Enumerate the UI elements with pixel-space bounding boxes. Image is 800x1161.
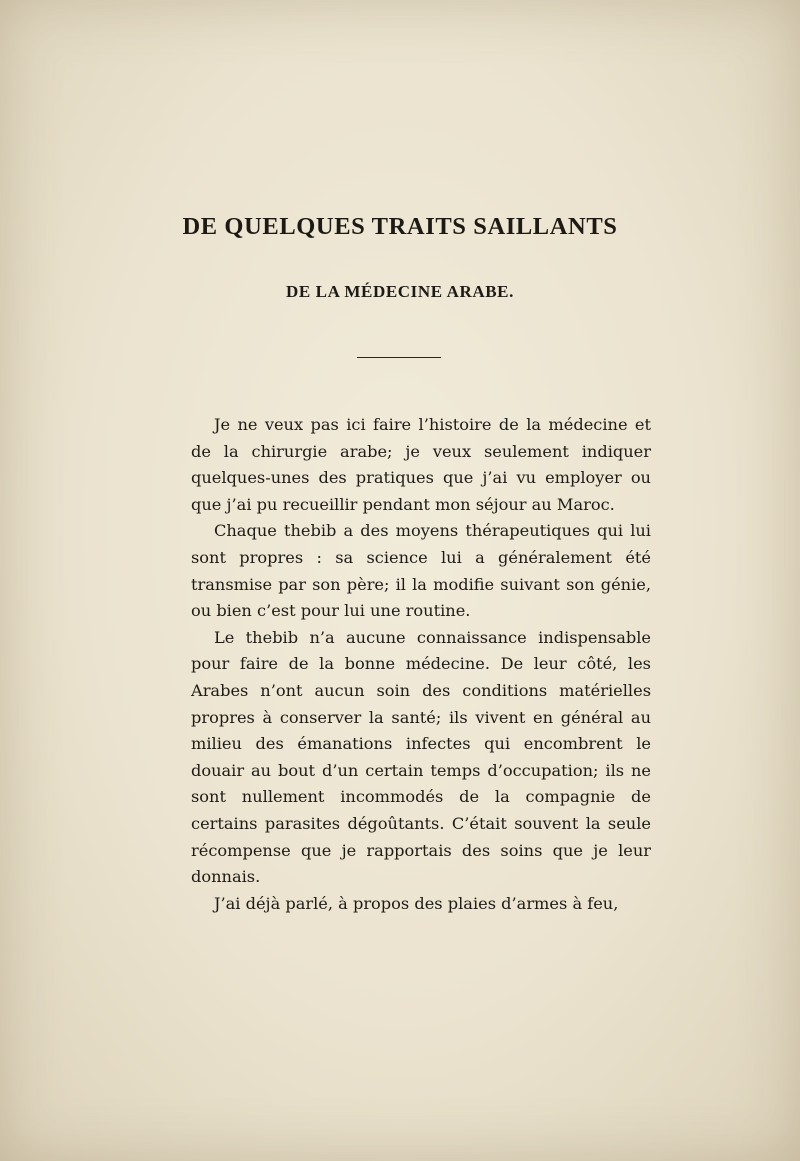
paragraph-3: Le thebib n’a aucune connaissance indispensable pour faire de la bonne médecine. De leur côté, les Arabes n’ont aucun soin des conditions matérielles propres à conserver la santé; ils vivent en général au milieu des émanations infectes qui encombrent le douair au bout d’un certain temps d’occupation; ils ne sont nullement incommodés de la compagnie de certains parasites dégoûtants. C’était souvent la seule récompense que je rapportais des soins que je leur donnais. xyxy=(191,627,651,887)
paragraph-1: Je ne veux pas ici faire l’histoire de la médecine et de la chirurgie arabe; je veux seulement indiquer quelques-unes des pratiques que j’ai vu employer ou que j’ai pu recueillir pendant mon séjour au Maroc. xyxy=(191,415,651,514)
title-divider xyxy=(357,357,441,358)
paragraph-2: Chaque thebib a des moyens thérapeutiques qui lui sont propres : sa science lui a généralement été transmise par son père; il la modifie suivant son génie, ou bien c’est pour lui une routine. xyxy=(191,521,651,621)
chapter-subtitle: DE LA MÉDECINE ARABE. xyxy=(286,282,514,301)
paragraph-4: J’ai déjà parlé, à propos des plaies d’armes à feu, xyxy=(214,893,619,913)
chapter-title: DE QUELQUES TRAITS SAILLANTS xyxy=(182,213,618,240)
body-text xyxy=(191,412,651,917)
